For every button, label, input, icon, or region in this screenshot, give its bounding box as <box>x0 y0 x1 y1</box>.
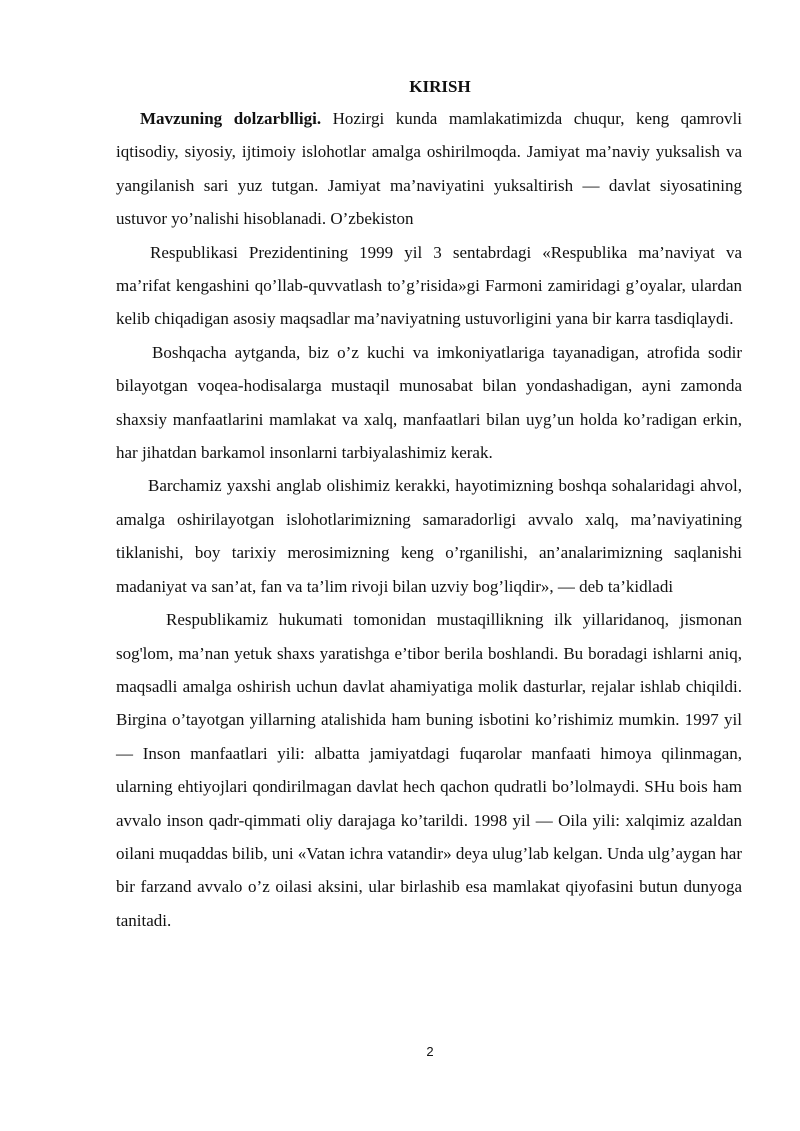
paragraph-relevance <box>116 102 742 336</box>
paragraph-text-continued: Respublikasi Prezidentining 1999 yil 3 sentabrdagi «Respublika ma’naviyat va ma’rifat kengashini qo’llab-quvvatlash to’g’risida»gi Farmoni zamiridagi g’oyalar, ulardan kelib chiqadigan asosiy maqsadlar ma’naviyatning ustuvorligini yana bir karra tasdiqlaydi. <box>116 242 742 329</box>
paragraph-3: Barchamiz yaxshi anglab olishimiz kerakki, hayotimizning boshqa sohalaridagi ahvol, amalga oshirilayotgan islohotlarimizning samaradorligi avvalo xalq, ma’naviyatining tiklanishi, boy tarixiy merosimizning keng o’rganilishi, an’analarimizning saqlanishi madaniyat va san’at, fan va ta’lim rivoji bilan uzviy bog’liqdir», — deb ta’kidladi <box>116 476 742 596</box>
paragraph-4: Respublikamiz hukumati tomonidan mustaqillikning ilk yillaridanoq, jismonan sog'lom, ma’nan yetuk shaxs yaratishga e’tibor berila boshlandi. Bu boradagi ishlarni aniq, maqsadli amalga oshirish uchun davlat ahamiyatiga molik dasturlar, rejalar ishlab chiqildi. Birgina o’tayotgan yillarning atalishida ham buning isbotini ko’rishimiz mumkin. 1997 yil — Inson manfaatlari yili: albatta jamiyatdagi fuqarolar manfaati himoya qilinmagan, ularning ehtiyojlari qondirilmagan davlat hech qachon qudratli bo’lolmaydi. SHu bois ham avvalo inson qadr-qimmati oliy darajaga ko’tarildi. 1998 yil — Oila yili: xalqimiz azaldan oilani muqaddas bilib, uni «Vatan ichra vatandir» deya ulug’lab kelgan. Unda ulg’aygan har bir farzand avvalo o’z oilasi aksini, ular birlashib esa mamlakat qiyofasini butun dunyoga tanitadi. <box>116 610 742 930</box>
section-title: KIRISH <box>409 77 471 96</box>
page-number: 2 <box>426 1044 434 1059</box>
document-page <box>116 74 742 937</box>
paragraph-2: Boshqacha aytganda, biz o’z kuchi va imkoniyatlariga tayanadigan, atrofida sodir bilayotgan voqea-hodisalarga mustaqil munosabat bilan yondashadigan, ayni zamonda shaxsiy manfaatlarini mamlakat va xalq, manfaatlari bilan uyg’un holda ko’radigan erkin, har jihatdan barkamol insonlarni tarbiyalashimiz kerak. <box>116 342 742 463</box>
paragraph-lead: Mavzuning dolzarblligi. <box>140 109 322 128</box>
paragraph-text: Hozirgi kunda mamlakatimizda chuqur, keng qamrovli iqtisodiy, siyosiy, ijtimoiy islohotlar amalga oshirilmoqda. Jamiyat ma’naviy yuksalish va yangilanish sari yuz tutgan. Jamiyat ma’naviyatini yuksaltirish — davlat siyosatining ustuvor yo’nalishi hisoblanadi. O’zbekiston <box>116 109 743 229</box>
